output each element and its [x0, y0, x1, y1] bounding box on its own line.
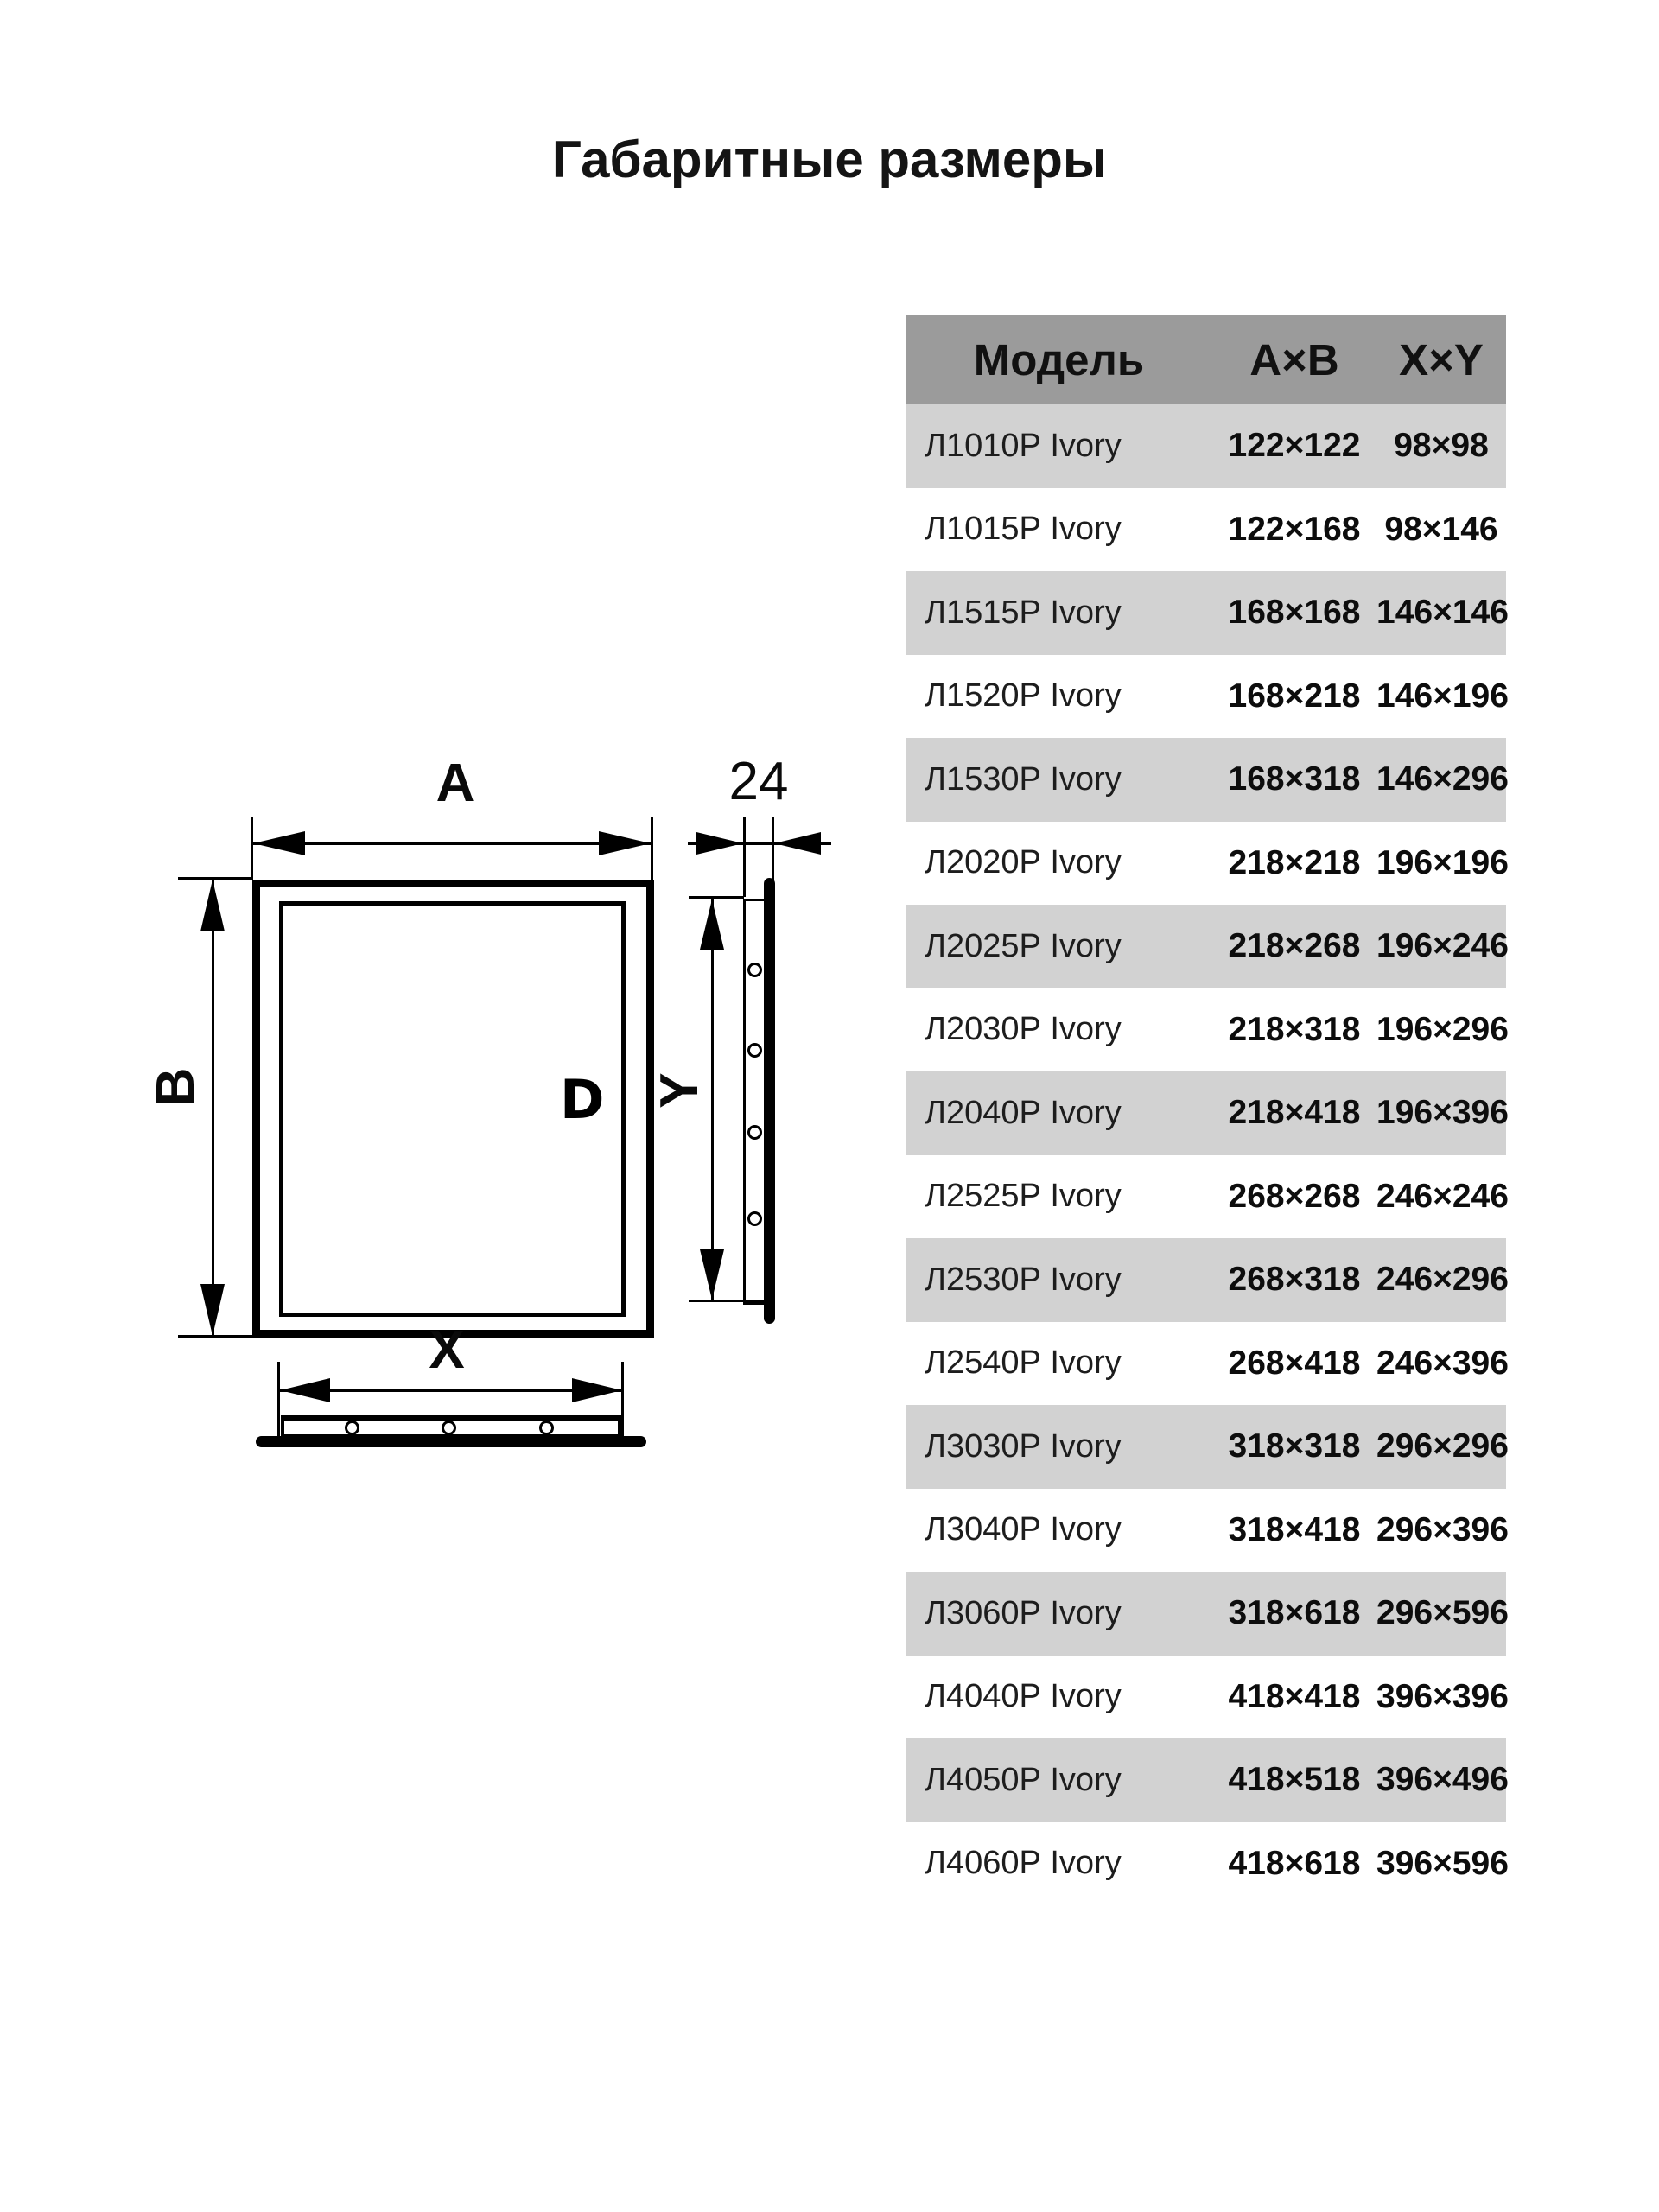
table-row — [906, 1489, 1509, 1573]
table-row — [906, 571, 1509, 655]
ab-size-cell: 122×168 — [1228, 510, 1361, 548]
model-name-cell: Л3030Р Ivory — [925, 1427, 1122, 1465]
table-row — [906, 1071, 1509, 1155]
dim-label-y: Y — [650, 1072, 709, 1109]
model-name-cell: Л3040Р Ivory — [925, 1511, 1122, 1548]
ab-size-cell: 268×418 — [1228, 1344, 1361, 1382]
ab-size-cell: 268×318 — [1228, 1261, 1361, 1299]
ab-size-cell: 218×268 — [1228, 927, 1361, 965]
table-row — [906, 1322, 1509, 1406]
model-name-cell: Л1010Р Ivory — [925, 427, 1122, 464]
xy-size-cell: 396×396 — [1376, 1677, 1509, 1715]
xy-size-cell: 146×296 — [1376, 760, 1509, 798]
mounting-hole — [539, 1421, 554, 1435]
ab-size-cell: 418×518 — [1228, 1761, 1361, 1799]
dim-y-arrowhead-bottom — [700, 1249, 724, 1300]
mounting-hole — [747, 1211, 762, 1226]
model-name-cell: Л1530Р Ivory — [925, 760, 1122, 798]
table-row — [906, 655, 1509, 739]
mounting-hole — [747, 963, 762, 977]
xy-size-cell: 296×296 — [1376, 1427, 1509, 1465]
table-row — [906, 1656, 1509, 1739]
mounting-hole — [442, 1421, 456, 1435]
table-row — [906, 738, 1509, 822]
xy-size-cell: 396×496 — [1376, 1761, 1509, 1799]
xy-size-cell: 146×146 — [1376, 594, 1509, 632]
ab-size-cell: 268×268 — [1228, 1177, 1361, 1215]
dim-b-line — [212, 880, 214, 1336]
side-view-collar — [743, 899, 766, 1305]
table-row — [906, 822, 1509, 906]
table-row — [906, 404, 1506, 488]
table-body — [906, 404, 1509, 1905]
dim-label-depth: 24 — [728, 752, 789, 811]
table-row — [906, 988, 1509, 1072]
ab-size-cell: 168×218 — [1228, 677, 1361, 715]
model-name-cell: Л4040Р Ivory — [925, 1678, 1122, 1715]
dim-depth-extension-left — [743, 817, 746, 897]
dim-label-a: A — [435, 753, 475, 813]
dim-a-arrowhead-right — [599, 831, 651, 855]
dim-label-b: B — [146, 1067, 206, 1107]
model-name-cell: Л2530Р Ivory — [925, 1261, 1122, 1298]
dim-x-arrowhead-left — [280, 1378, 330, 1402]
table-header-xy: X×Y — [1399, 335, 1484, 385]
model-name-cell: Л4050Р Ivory — [925, 1761, 1122, 1798]
ab-size-cell: 168×318 — [1228, 760, 1361, 798]
model-name-cell: Л2525Р Ivory — [925, 1178, 1122, 1215]
page-title: Габаритные размеры — [551, 130, 1108, 188]
model-name-cell: Л2025Р Ivory — [925, 927, 1122, 964]
table-row — [906, 1155, 1509, 1239]
ab-size-cell: 318×318 — [1228, 1427, 1361, 1465]
dim-y-extension-bottom — [689, 1300, 768, 1302]
ab-size-cell: 418×418 — [1228, 1677, 1361, 1715]
dim-y-line — [711, 899, 714, 1300]
xy-size-cell: 146×196 — [1376, 677, 1509, 715]
xy-size-cell: 196×196 — [1376, 843, 1509, 881]
xy-size-cell: 296×596 — [1376, 1594, 1509, 1632]
dim-depth-arrowhead-left — [696, 832, 743, 855]
xy-size-cell: 246×396 — [1376, 1344, 1509, 1382]
xy-size-cell: 196×246 — [1376, 927, 1509, 965]
ab-size-cell: 318×618 — [1228, 1594, 1361, 1632]
table-row — [906, 1822, 1509, 1906]
dim-a-arrowhead-left — [253, 831, 305, 855]
door-handle-label: D — [560, 1068, 605, 1131]
xy-size-cell: 246×246 — [1376, 1177, 1509, 1215]
ab-size-cell: 168×168 — [1228, 594, 1361, 632]
model-name-cell: Л1520Р Ivory — [925, 677, 1122, 715]
model-name-cell: Л2030Р Ivory — [925, 1011, 1122, 1048]
ab-size-cell: 218×318 — [1228, 1010, 1361, 1048]
table-row — [906, 1572, 1509, 1656]
table-header-model: Модель — [973, 335, 1145, 385]
model-name-cell: Л2540Р Ivory — [925, 1344, 1122, 1382]
dim-depth-arrowhead-right — [774, 832, 821, 855]
dim-a-extension-right — [651, 817, 653, 880]
xy-size-cell: 296×396 — [1376, 1510, 1509, 1548]
xy-size-cell: 246×296 — [1376, 1261, 1509, 1299]
dim-b-arrowhead-top — [200, 880, 225, 931]
ab-size-cell: 418×618 — [1228, 1844, 1361, 1882]
xy-size-cell: 396×596 — [1376, 1844, 1509, 1882]
ab-size-cell: 218×218 — [1228, 843, 1361, 881]
table-row — [906, 905, 1509, 988]
ab-size-cell: 318×418 — [1228, 1510, 1361, 1548]
model-name-cell: Л3060Р Ivory — [925, 1594, 1122, 1631]
model-name-cell: Л4060Р Ivory — [925, 1845, 1122, 1882]
dim-a-line — [252, 842, 652, 845]
dim-x-arrowhead-right — [572, 1378, 622, 1402]
mounting-hole — [345, 1421, 359, 1435]
table-row — [906, 1405, 1509, 1489]
side-view-door-edge — [764, 878, 775, 1324]
table-row — [906, 1738, 1509, 1822]
ab-size-cell: 218×418 — [1228, 1094, 1361, 1132]
dim-b-arrowhead-bottom — [200, 1284, 225, 1336]
xy-size-cell: 98×146 — [1384, 510, 1498, 548]
xy-size-cell: 196×396 — [1376, 1094, 1509, 1132]
dim-label-x: X — [429, 1320, 465, 1380]
bottom-view-flange — [256, 1436, 646, 1447]
dim-y-arrowhead-top — [700, 899, 724, 950]
ab-size-cell: 122×122 — [1228, 427, 1361, 465]
model-name-cell: Л2020Р Ivory — [925, 844, 1122, 881]
mounting-hole — [747, 1125, 762, 1140]
model-name-cell: Л1515Р Ivory — [925, 594, 1122, 631]
table-row — [906, 1238, 1509, 1322]
xy-size-cell: 196×296 — [1376, 1010, 1509, 1048]
mounting-hole — [747, 1043, 762, 1058]
xy-size-cell: 98×98 — [1394, 427, 1489, 465]
table-header-row — [906, 315, 1506, 404]
model-name-cell: Л1015Р Ivory — [925, 511, 1122, 548]
table-header-ab: A×B — [1249, 335, 1339, 385]
table-row — [906, 488, 1506, 572]
model-name-cell: Л2040Р Ivory — [925, 1094, 1122, 1131]
dim-y-extension-top — [689, 896, 744, 899]
dimensions-table — [906, 315, 1509, 1905]
